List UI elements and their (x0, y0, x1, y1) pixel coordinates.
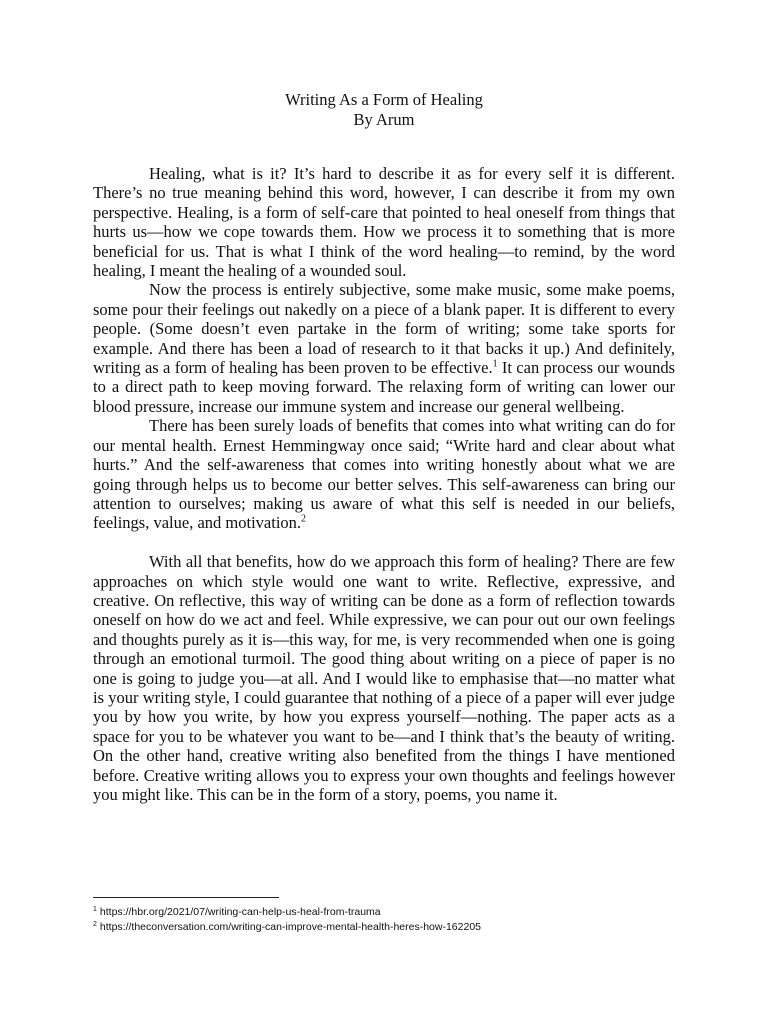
paragraph-text: Healing, what is it? It’s hard to describe it as for every self it is different. There’s no true meaning behind this word, however, I can describe it from my own perspective. Healing, is a form of self-care that pointed to heal oneself from things that hurts us—how we cope towards them. How we process it to something that is more beneficial for us. That is what I think of the word healing—to remind, by the word healing, I meant the healing of a wounded soul. (93, 164, 675, 281)
document-byline: By Arum (353, 110, 415, 129)
paragraph-text-continued: It can process our wounds to a direct path to keep moving forward. The relaxing form of writing can lower our blood pressure, increase our immune system and increase our general wellbeing. (93, 358, 675, 416)
footnote-mark: 2 (93, 920, 97, 928)
footnote-reference[interactable]: 2 (301, 513, 307, 525)
paragraph (93, 552, 675, 804)
footnote-separator (93, 897, 279, 898)
footnote-reference[interactable]: 1 (492, 358, 498, 370)
paragraph-text: Now the process is entirely subjective, some make music, some make poems, some pour their feelings out nakedly on a piece of a blank paper. It is different to every people. (Some doesn’t even partake in the form of writing; some take sports for example. And there has been a load of research to it that backs it up.) And definitely, writing as a form of healing has been proven to be effective. (93, 280, 675, 378)
footnote-link[interactable]: https://hbr.org/2021/07/writing-can-help-us-heal-from-trauma (99, 906, 381, 918)
footnote (93, 920, 693, 935)
footnotes (93, 905, 693, 935)
document-title: Writing As a Form of Healing (285, 90, 483, 109)
title-block (0, 90, 768, 130)
paragraph (93, 416, 675, 532)
footnote (93, 905, 693, 920)
document-body (93, 164, 675, 804)
footnote-mark: 1 (93, 905, 97, 913)
paragraph-text: There has been surely loads of benefits that comes into what writing can do for our mental health. Ernest Hemmingway once said; “Write hard and clear about what hurts.” And the self-awareness that comes into writing honestly about what we are going through helps us to become our better selves. This self-awareness can bring our attention to ourselves; making us aware of what this self is needed in our beliefs, feelings, value, and motivation. (93, 416, 675, 533)
paragraph (93, 164, 675, 280)
paragraph-text: With all that benefits, how do we approach this form of healing? There are few approaches on which style would one want to write. Reflective, expressive, and creative. On reflective, this way of writing can be done as a form of reflection towards oneself on how do we act and feel. While expressive, we can pour out our own feelings and thoughts purely as it is—this way, for me, is very recommended when one is going through an emotional turmoil. The good thing about writing on a piece of paper is no one is going to judge you—at all. And I would like to emphasise that—no matter what is your writing style, I could guarantee that nothing of a piece of a paper will ever judge you by how you write, by how you express yourself—nothing. The paper acts as a space for you to be whatever you want to be—and I think that’s the beauty of writing. On the other hand, creative writing also benefited from the things I have mentioned before. Creative writing allows you to express your own thoughts and feelings however you might like. This can be in the form of a story, poems, you name it. (93, 552, 675, 804)
footnote-link[interactable]: https://theconversation.com/writing-can-improve-mental-health-heres-how-162205 (99, 921, 482, 933)
paragraph (93, 280, 675, 416)
